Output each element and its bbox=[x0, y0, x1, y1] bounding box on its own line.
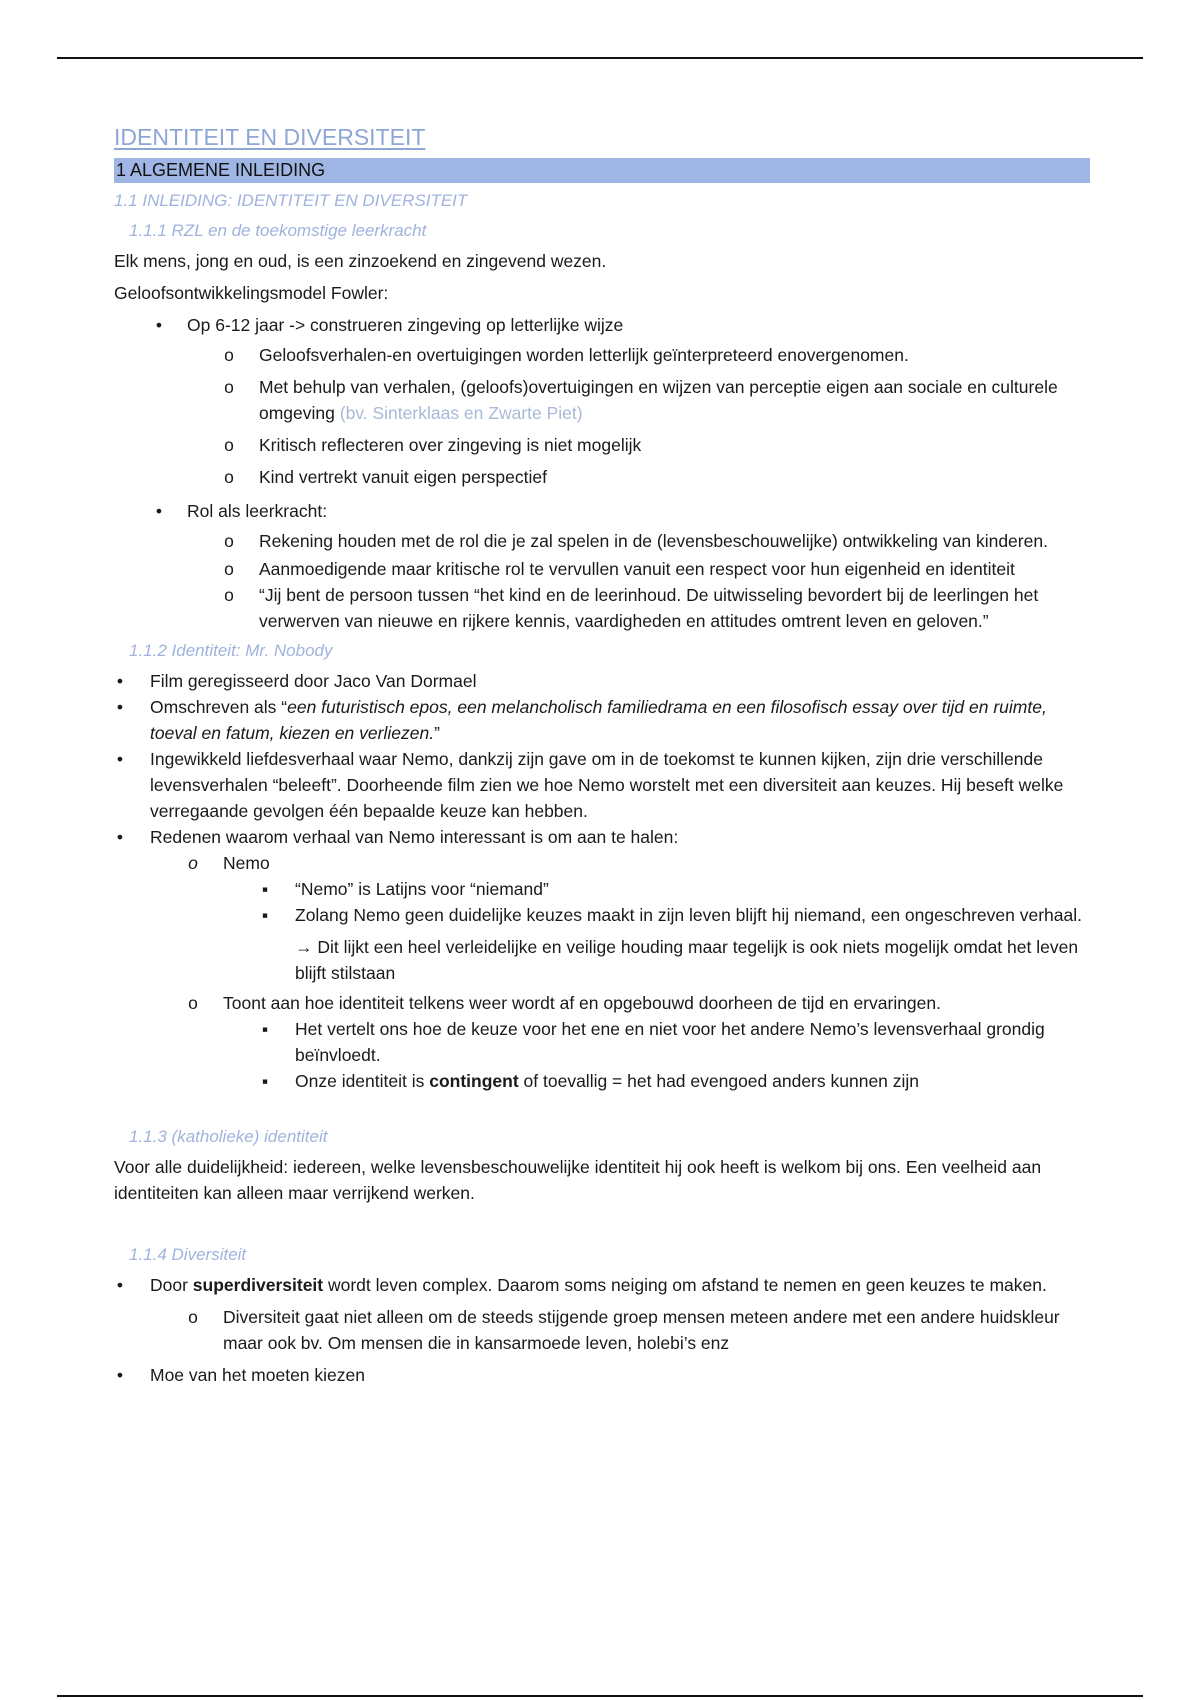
list-item: o Aanmoedigende maar kritische rol te vervullen vanuit een respect voor hun eigenheid en identiteit bbox=[114, 556, 1094, 582]
top-rule bbox=[57, 57, 1143, 59]
bullet-circle: o bbox=[224, 377, 234, 397]
bullet-circle: o bbox=[224, 435, 234, 455]
list-item: • Film geregisseerd door Jaco Van Dormael bbox=[114, 668, 1094, 694]
bottom-rule bbox=[57, 1695, 1143, 1697]
bullet-square: ▪ bbox=[261, 879, 269, 899]
bullet-circle: o bbox=[224, 585, 234, 605]
document-page bbox=[114, 122, 1094, 1388]
list-item: o “Jij bent de persoon tussen “het kind en de leerinhoud. De uitwisseling bevordert bij de leerlingen het verwerven van nieuwe en rijkere kennis, vaardigheden en attitudes omtrent leven en geloven.” bbox=[114, 582, 1094, 634]
list-item: ▪ Het vertelt ons hoe de keuze voor het ene en niet voor het andere Nemo’s levensverhaal grondig beïnvloedt. bbox=[114, 1016, 1094, 1068]
bullet-circle: o bbox=[224, 345, 234, 365]
list-item: o Toont aan hoe identiteit telkens weer wordt af en opgebouwd doorheen de tijd en ervaringen. bbox=[114, 990, 1094, 1016]
heading-1-1: 1.1 INLEIDING: IDENTITEIT EN DIVERSITEIT bbox=[114, 191, 468, 210]
paragraph: Geloofsontwikkelingsmodel Fowler: bbox=[114, 283, 389, 303]
list-item: • Door superdiversiteit wordt leven complex. Daarom soms neiging om afstand te nemen en geen keuzes te maken. bbox=[114, 1272, 1094, 1298]
list-item: ▪ “Nemo” is Latijns voor “niemand” bbox=[114, 876, 1094, 902]
list-item: o Rekening houden met de rol die je zal spelen in de (levensbeschouwelijke) ontwikkeling van kinderen. bbox=[114, 528, 1094, 554]
list-item: • Rol als leerkracht: bbox=[114, 498, 1094, 524]
bullet-circle: o bbox=[224, 467, 234, 487]
document-title: IDENTITEIT EN DIVERSITEIT bbox=[114, 124, 426, 150]
bullet-disc: • bbox=[155, 315, 163, 335]
list-item: • Omschreven als “een futuristisch epos, een melancholisch familiedrama en een filosofisch essay over tijd en ruimte, toeval en fatum, kiezen en verliezen.” bbox=[114, 694, 1094, 746]
bullet-circle: o bbox=[188, 853, 198, 873]
list-item: o Kind vertrekt vanuit eigen perspectief bbox=[114, 464, 1094, 490]
list-item: ▪ Zolang Nemo geen duidelijke keuzes maakt in zijn leven blijft hij niemand, een ongeschreven verhaal. bbox=[114, 902, 1094, 928]
bullet-disc: • bbox=[116, 697, 124, 717]
list-item: o Met behulp van verhalen, (geloofs)overtuigingen en wijzen van perceptie eigen aan sociale en culturele omgeving (bv. Sinterklaas en Zwarte Piet) bbox=[114, 374, 1094, 426]
bullet-circle: o bbox=[224, 531, 234, 551]
list-item: • Redenen waarom verhaal van Nemo interessant is om aan te halen: bbox=[114, 824, 1094, 850]
bullet-disc: • bbox=[116, 1365, 124, 1385]
bullet-disc: • bbox=[116, 749, 124, 769]
bullet-disc: • bbox=[116, 1275, 124, 1295]
bullet-disc: • bbox=[116, 671, 124, 691]
paragraph: Elk mens, jong en oud, is een zinzoekend en zingevend wezen. bbox=[114, 251, 607, 271]
list-item: o Kritisch reflecteren over zingeving is niet mogelijk bbox=[114, 432, 1094, 458]
heading-1-1-3: 1.1.3 (katholieke) identiteit bbox=[129, 1127, 328, 1146]
list-item: • Op 6-12 jaar -> construeren zingeving op letterlijke wijze bbox=[114, 312, 1094, 338]
heading-1-1-2: 1.1.2 Identiteit: Mr. Nobody bbox=[129, 641, 333, 660]
bullet-square: ▪ bbox=[261, 905, 269, 925]
list-item: ▪ Onze identiteit is contingent of toevallig = het had evengoed anders kunnen zijn bbox=[114, 1068, 1094, 1094]
heading-1-1-1: 1.1.1 RZL en de toekomstige leerkracht bbox=[129, 221, 427, 240]
list-item: o Diversiteit gaat niet alleen om de steeds stijgende groep mensen meteen andere met een andere huidskleur maar ook bv. Om mensen die in kansarmoede leven, holebi’s enz bbox=[114, 1304, 1094, 1356]
bullet-disc: • bbox=[116, 827, 124, 847]
bullet-circle: o bbox=[188, 1307, 198, 1327]
bullet-square: ▪ bbox=[261, 1071, 269, 1091]
list-paragraph: → Dit lijkt een heel verleidelijke en veilige houding maar tegelijk is ook niets mogelijk omdat het leven blijft stilstaan bbox=[295, 937, 1079, 983]
list-item: o Nemo bbox=[114, 850, 1094, 876]
paragraph: Voor alle duidelijkheid: iedereen, welke levensbeschouwelijke identiteit hij ook heeft is welkom bij ons. Een veelheid aan identiteiten kan alleen maar verrijkend werken. bbox=[114, 1157, 1042, 1203]
list-item: o Geloofsverhalen-en overtuigingen worden letterlijk geïnterpreteerd enovergenomen. bbox=[114, 342, 1094, 368]
heading-1: 1 ALGEMENE INLEIDING bbox=[114, 158, 1090, 183]
bullet-circle: o bbox=[224, 559, 234, 579]
list-item: • Ingewikkeld liefdesverhaal waar Nemo, dankzij zijn gave om in de toekomst te kunnen kijken, zijn drie verschillende levensverhalen “beleeft”. Doorheende film zien we hoe Nemo worstelt met een diversiteit aan keuzes. Hij beseft welke verregaande gevolgen één bepaalde keuze kan hebben. bbox=[114, 746, 1094, 824]
bullet-disc: • bbox=[155, 501, 163, 521]
bullet-square: ▪ bbox=[261, 1019, 269, 1039]
heading-1-1-4: 1.1.4 Diversiteit bbox=[129, 1245, 247, 1264]
bullet-circle: o bbox=[188, 993, 198, 1013]
list-item: • Moe van het moeten kiezen bbox=[114, 1362, 1094, 1388]
